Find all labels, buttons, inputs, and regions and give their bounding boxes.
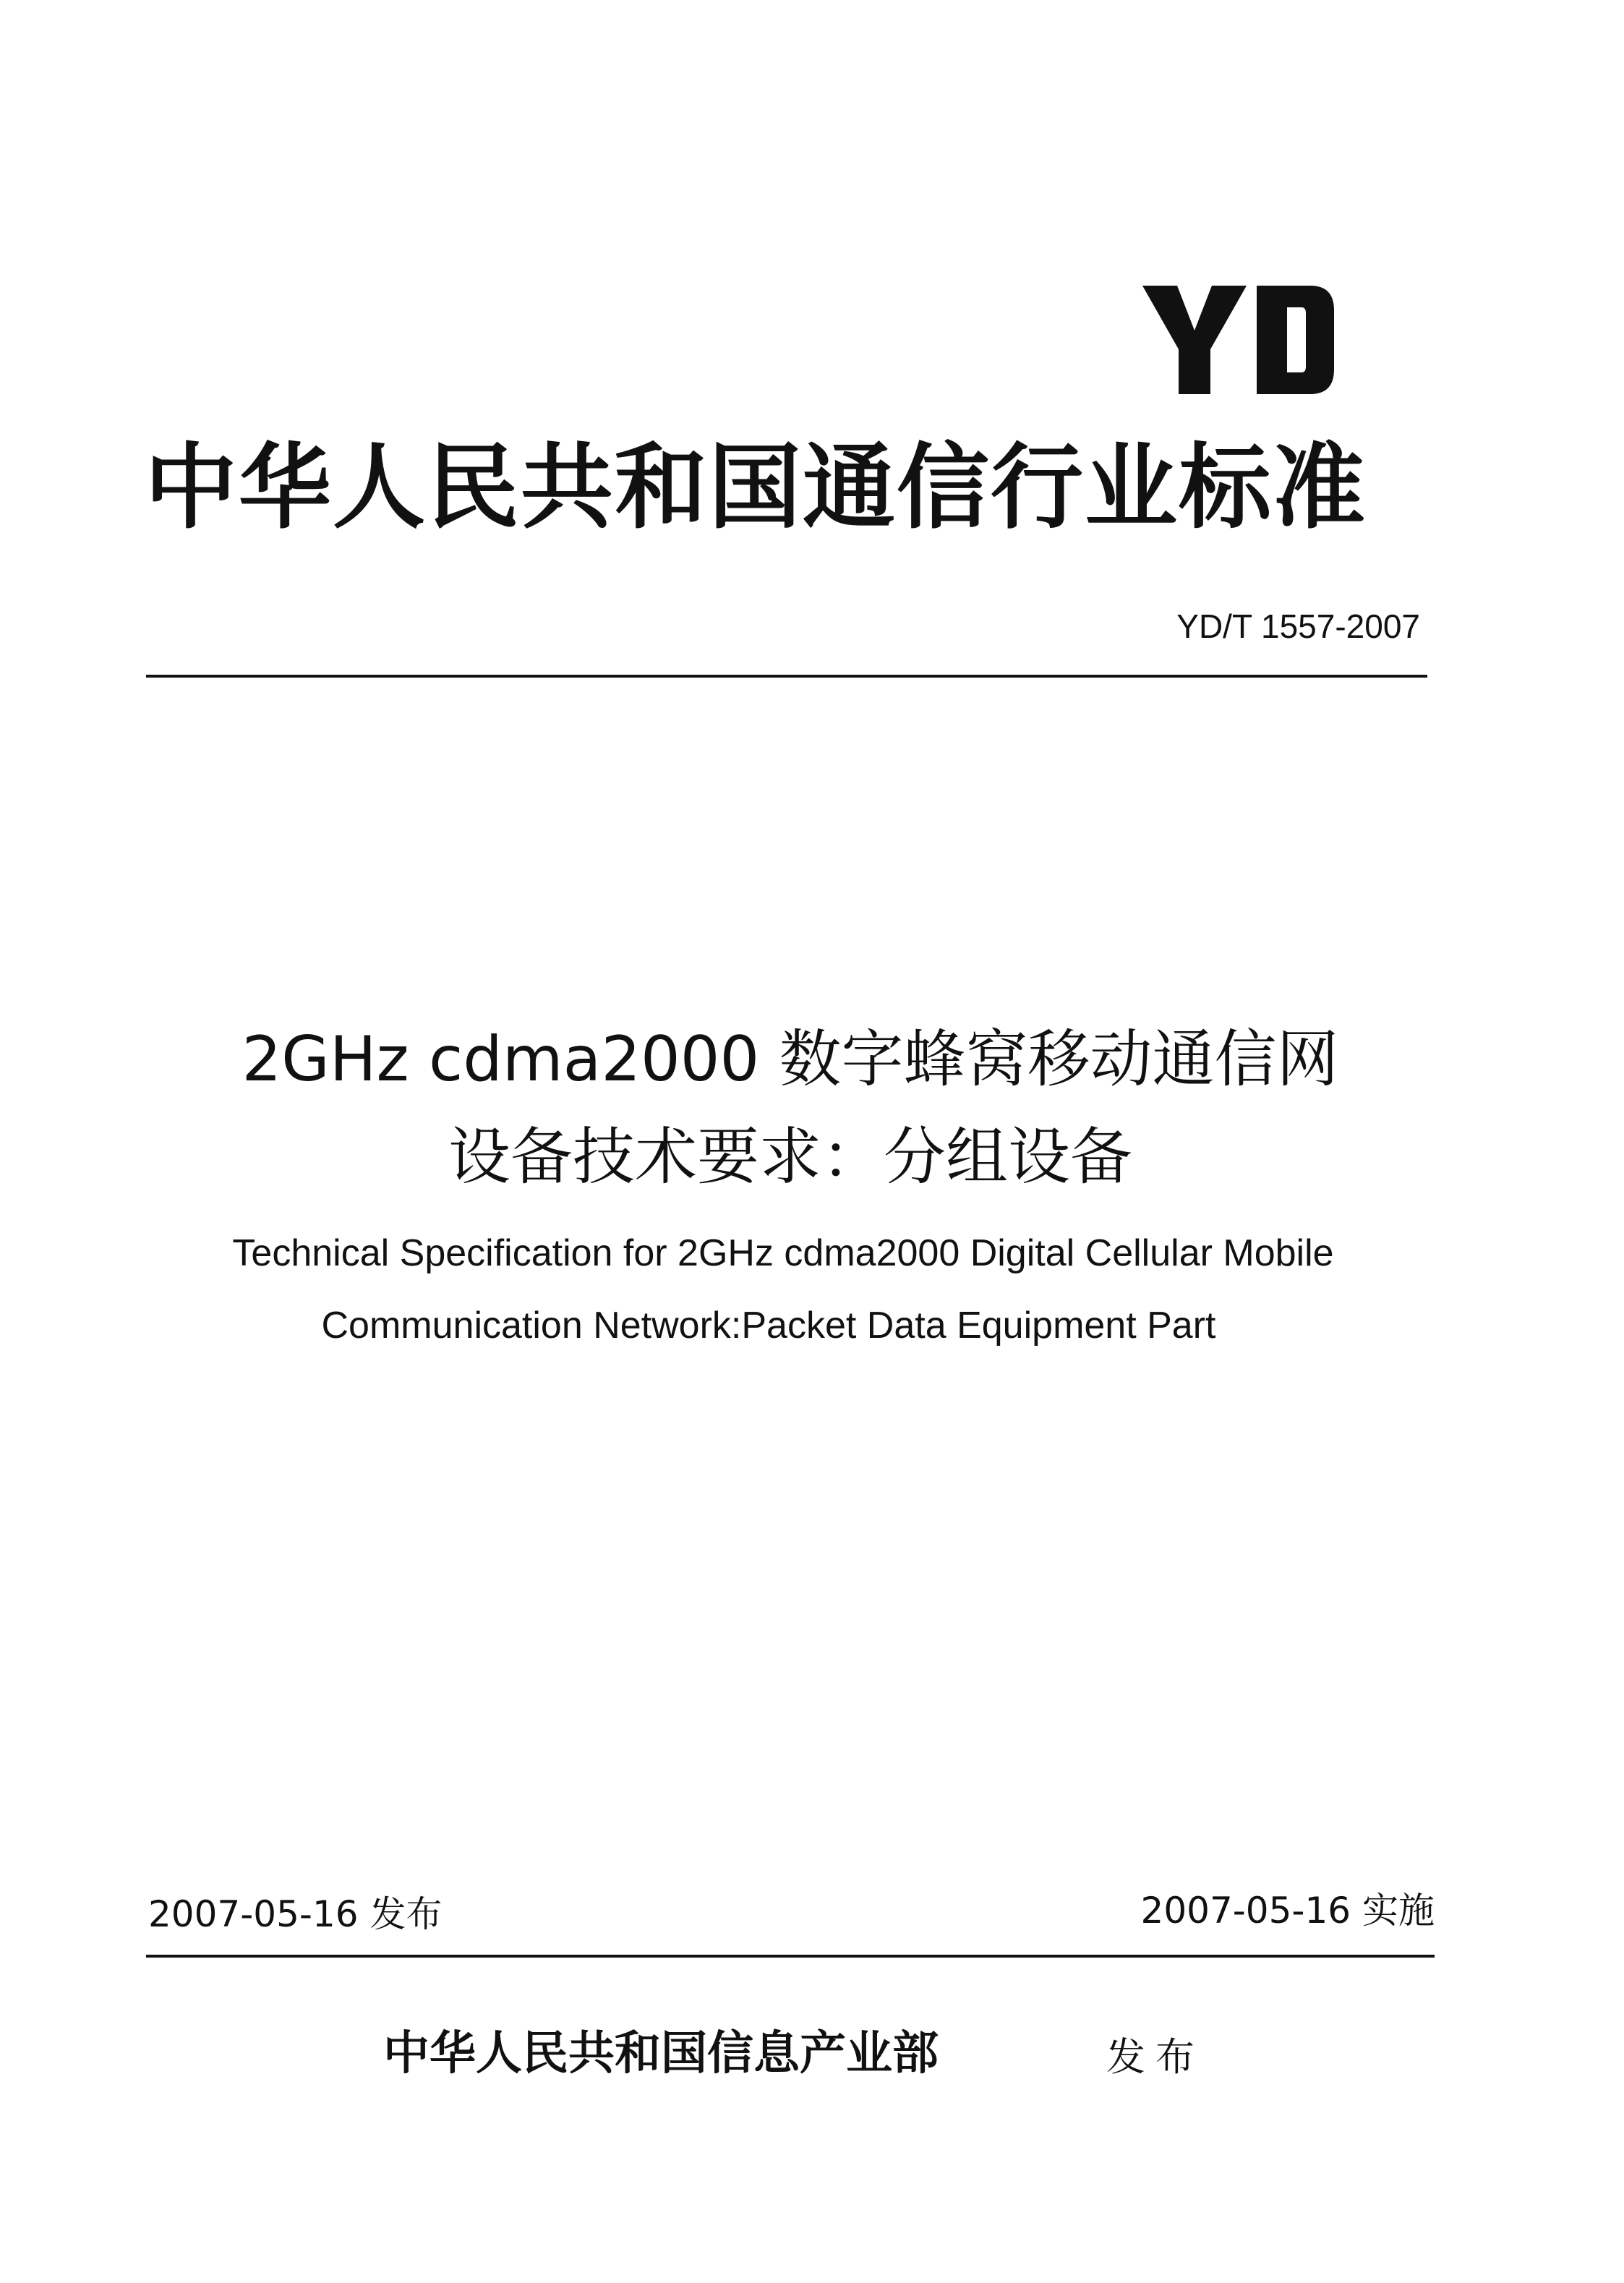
standard-number: YD/T 1557-2007 bbox=[1176, 607, 1420, 645]
yd-logo bbox=[1142, 286, 1334, 394]
publisher-name: 中华人民共和国信息产业部 bbox=[383, 2026, 939, 2081]
implementation-date: 2007-05-16 实施 bbox=[1140, 1890, 1435, 1932]
top-divider bbox=[146, 675, 1427, 678]
yd-logo-mark bbox=[1142, 286, 1334, 394]
title-zh-line1: 2GHz cdma2000 数字蜂窝移动通信网 bbox=[242, 1023, 1339, 1096]
publisher-suffix: 发布 bbox=[1106, 2034, 1205, 2080]
title-en-line2: Communication Network:Packet Data Equipment Part bbox=[321, 1305, 1216, 1347]
title-en-line1: Technical Specification for 2GHz cdma2000 Digital Cellular Mobile bbox=[232, 1232, 1334, 1274]
issue-date: 2007-05-16 发布 bbox=[148, 1893, 443, 1935]
bottom-divider bbox=[146, 1955, 1435, 1958]
title-zh-line2: 设备技术要求：分组设备 bbox=[448, 1121, 1132, 1193]
issuer-title: 中华人民共和国通信行业标准 bbox=[145, 434, 1367, 542]
